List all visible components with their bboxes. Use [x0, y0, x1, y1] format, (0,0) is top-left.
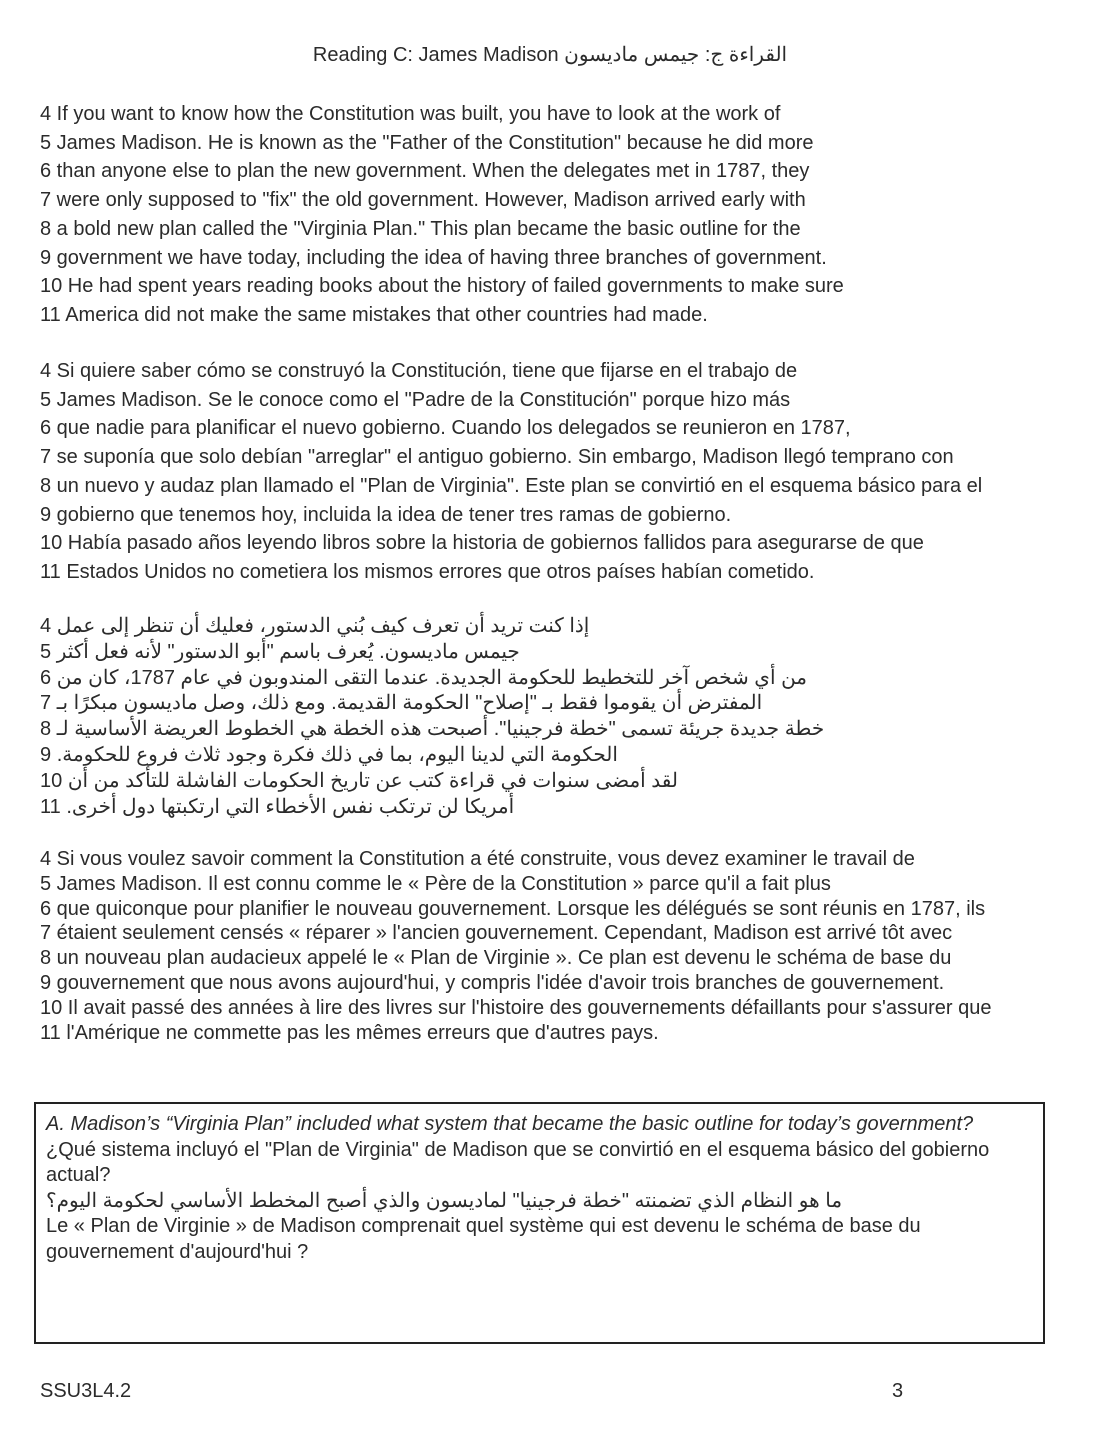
passage-line	[40, 743, 1080, 769]
passage-line: 9 gouvernement que nous avons aujourd'hui, y compris l'idée d'avoir trois branches de gouvernement.	[40, 971, 945, 994]
page-title: Reading C: James Madison القراءة ج: جيمس ماديسون	[312, 44, 788, 66]
question-arabic: ما هو النظام الذي تضمنته "خطة فرجينيا" لماديسون والذي أصبح المخطط الأساسي لحكومة اليوم؟	[46, 1189, 843, 1212]
question-french: Le « Plan de Virginie » de Madison comprenait quel système qui est devenu le schéma de base du gouvernement d'aujourd'hui ?	[46, 1215, 921, 1263]
passage-line: 9 government we have today, including the idea of having three branches of government.	[40, 246, 827, 269]
line-number: 10	[40, 769, 63, 792]
arabic-text: لقد أمضى سنوات في قراءة كتب عن تاريخ الحكومات الفاشلة للتأكد من أن	[67, 769, 678, 792]
passage-line	[40, 769, 1080, 795]
spanish-passage	[40, 357, 1080, 587]
arabic-text: إذا كنت تريد أن تعرف كيف بُني الدستور، فعليك أن تنظر إلى عمل	[56, 615, 590, 637]
passage-line: 8 un nouveau plan audacieux appelé le « Plan de Virginie ». Ce plan est devenu le schéma de base du	[40, 947, 952, 970]
line-number: 4	[40, 615, 52, 637]
passage-line: 8 un nuevo y audaz plan llamado el "Plan de Virginia". Este plan se convirtió en el esquema básico para el	[40, 474, 983, 497]
line-number: 9	[40, 743, 52, 766]
passage-line: 5 James Madison. Il est connu comme le « Père de la Constitution » parce qu'il a fait plus	[40, 872, 831, 895]
passage-line: 5 James Madison. He is known as the "Father of the Constitution" because he did more	[40, 131, 814, 154]
passage-line: 4 If you want to know how the Constitution was built, you have to look at the work of	[40, 103, 781, 125]
line-number: 8	[40, 718, 52, 741]
line-number: 11	[40, 795, 61, 818]
passage-line: 4 Si vous voulez savoir comment la Constitution a été construite, vous devez examiner le travail de	[40, 848, 915, 870]
question-box	[34, 1102, 1045, 1344]
passage-line: 11 Estados Unidos no cometiera los mismos errores que otros países habían cometido.	[40, 560, 815, 583]
passage-line: 10 Il avait passé des années à lire des livres sur l'histoire des gouvernements défaillants pour s'assurer que	[40, 996, 992, 1019]
passage-line	[40, 666, 1080, 692]
passage-line: 11 America did not make the same mistakes that other countries had made.	[40, 303, 708, 326]
arabic-text: الحكومة التي لدينا اليوم، بما في ذلك فكرة وجود ثلاث فروع للحكومة.	[56, 743, 618, 766]
arabic-text: أمريكا لن ترتكب نفس الأخطاء التي ارتكبتها دول أخرى.	[66, 795, 515, 818]
arabic-text: من أي شخص آخر للتخطيط للحكومة الجديدة. عندما التقى المندوبون في عام 1787، كان من	[56, 666, 808, 689]
english-passage	[40, 100, 1080, 330]
line-number: 5	[40, 640, 52, 663]
passage-line	[40, 640, 1080, 666]
passage-line: 7 étaient seulement censés « réparer » l'ancien gouvernement. Cependant, Madison est arrivé tôt avec	[40, 922, 953, 945]
passage-line	[40, 691, 1080, 717]
passage-line	[40, 795, 1080, 821]
passage-line: 9 gobierno que tenemos hoy, incluida la idea de tener tres ramas de gobierno.	[40, 503, 732, 526]
passage-line: 7 were only supposed to "fix" the old government. However, Madison arrived early with	[40, 189, 806, 212]
page-number: 3	[892, 1380, 904, 1402]
passage-line	[40, 614, 1080, 640]
line-number: 7	[40, 692, 52, 715]
passage-line: 7 se suponía que solo debían "arreglar" el antiguo gobierno. Sin embargo, Madison llegó temprano con	[40, 446, 954, 469]
line-number: 6	[40, 666, 52, 689]
passage-line: 5 James Madison. Se le conoce como el "Padre de la Constitución" porque hizo más	[40, 388, 791, 411]
question-english: A. Madison’s “Virginia Plan” included what system that became the basic outline for today’s government?	[46, 1113, 974, 1135]
passage-line: 10 Había pasado años leyendo libros sobre la historia de gobiernos fallidos para asegurarse de que	[40, 532, 924, 555]
passage-line: 8 a bold new plan called the "Virginia Plan." This plan became the basic outline for the	[40, 217, 801, 240]
arabic-text: خطة جديدة جريئة تسمى "خطة فرجينيا". أصبحت هذه الخطة هي الخطوط العريضة الأساسية لـ	[56, 718, 825, 741]
passage-line: 11 l'Amérique ne commette pas les mêmes erreurs que d'autres pays.	[40, 1021, 659, 1044]
french-passage	[40, 847, 1080, 1045]
passage-line: 6 que quiconque pour planifier le nouveau gouvernement. Lorsque les délégués se sont réunis en 1787, ils	[40, 897, 986, 920]
question-spanish: ¿Qué sistema incluyó el "Plan de Virginia" de Madison que se convirtió en el esquema básico del gobierno actual?	[46, 1138, 990, 1186]
passage-line	[40, 717, 1080, 743]
arabic-text: جيمس ماديسون. يُعرف باسم "أبو الدستور" لأنه فعل أكثر	[56, 640, 520, 663]
passage-line: 6 than anyone else to plan the new government. When the delegates met in 1787, they	[40, 160, 810, 183]
arabic-passage	[40, 614, 1080, 820]
passage-line: 10 He had spent years reading books about the history of failed governments to make sure	[40, 275, 844, 298]
course-code: SSU3L4.2	[40, 1380, 132, 1402]
arabic-text: المفترض أن يقوموا فقط بـ "إصلاح" الحكومة القديمة. ومع ذلك، وصل ماديسون مبكرًا بـ	[56, 692, 763, 715]
passage-line: 6 que nadie para planificar el nuevo gobierno. Cuando los delegados se reunieron en 1787,	[40, 417, 851, 440]
passage-line: 4 Si quiere saber cómo se construyó la Constitución, tiene que fijarse en el trabajo de	[40, 360, 798, 382]
